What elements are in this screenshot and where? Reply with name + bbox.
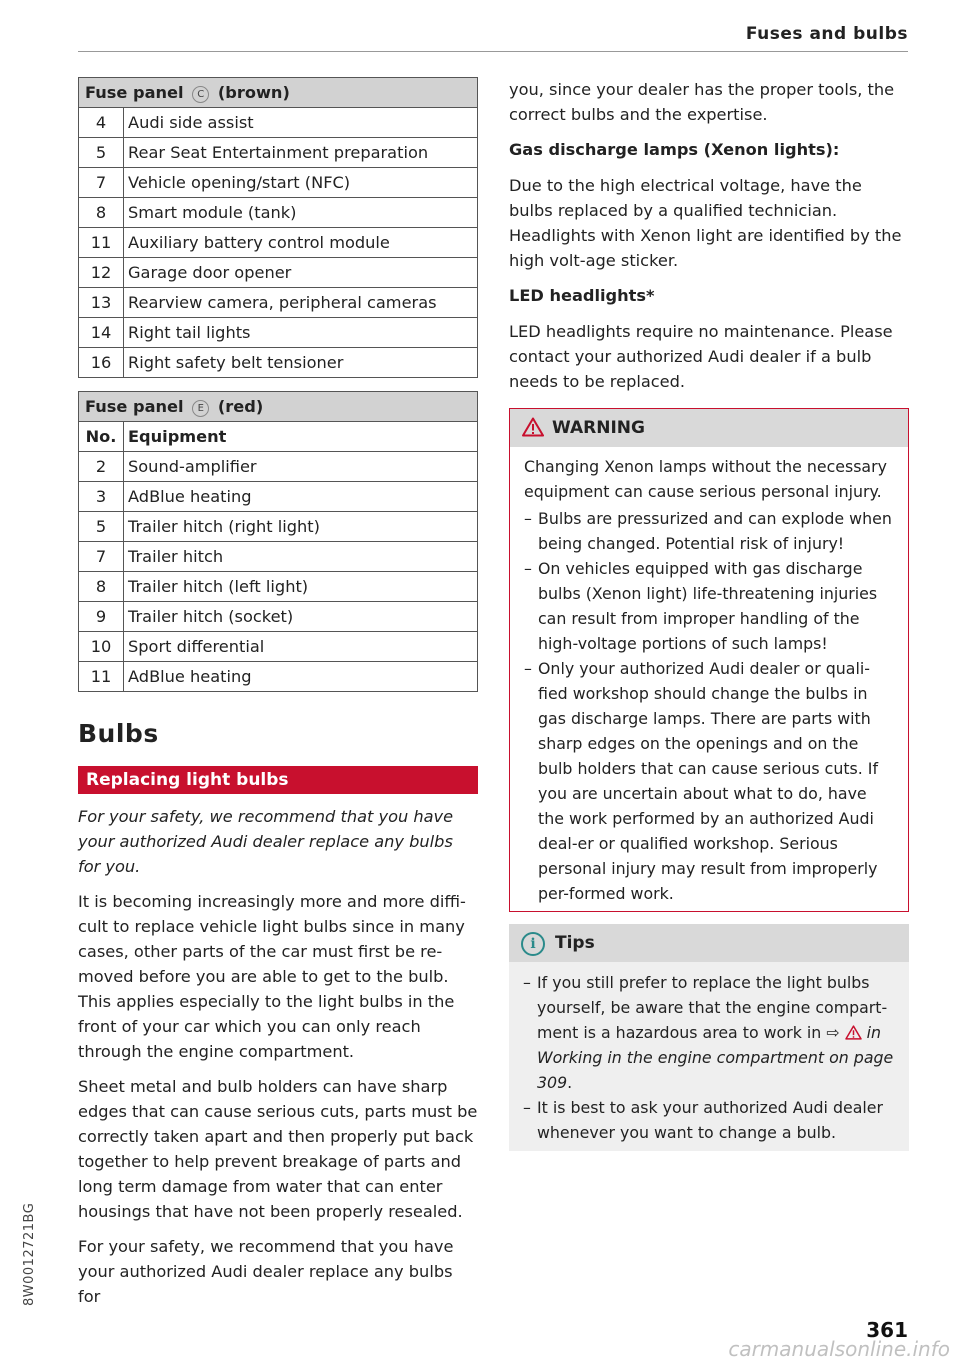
warning-body [510,447,908,911]
column-header-equipment: Equipment [124,422,478,452]
tips-title: Tips [555,933,595,953]
right-column [509,77,909,1151]
subsection-heading-replacing-bulbs: Replacing light bulbs [78,766,478,794]
table-row: 7 Trailer hitch [79,542,478,572]
warning-title: WARNING [552,418,645,438]
table-row: 2 Sound-amplifier [79,452,478,482]
table-row: 5 Trailer hitch (right light) [79,512,478,542]
column-header-no: No. [79,422,124,452]
fuse-table-brown [78,77,478,378]
table-row: 14 Right tail lights [79,318,478,348]
table-row: 8 Smart module (tank) [79,198,478,228]
warning-triangle-icon [522,417,544,437]
circled-letter-e-icon: E [192,400,209,417]
table-row: 16 Right safety belt tensioner [79,348,478,378]
watermark: carmanualsonline.info [728,1337,950,1361]
cross-reference-link[interactable]: in Working in the engine compartment on page 309 [537,1023,894,1092]
warning-box [509,408,909,912]
list-item: – Bulbs are pressurized and can explode when being changed. Potential risk of injury! [524,506,894,556]
warning-list [524,506,894,906]
table-row: 7 Vehicle opening/start (NFC) [79,168,478,198]
table-row: 9 Trailer hitch (socket) [79,602,478,632]
body-paragraph: For your safety, we recommend that you have your authorized Audi dealer replace any bulbs for [78,1237,454,1306]
tips-header [509,924,909,962]
gas-discharge-text: Due to the high electrical voltage, have the bulbs replaced by a qualified technician. Headlights with Xenon light are identified by the high volt-age sticker. [509,176,902,270]
table-row: 8 Trailer hitch (left light) [79,572,478,602]
fuse-table-red [78,391,478,692]
table-row: 11 AdBlue heating [79,662,478,692]
arrow-right-icon: ⇨ [826,1023,840,1042]
list-item: – On vehicles equipped with gas discharge bulbs (Xenon light) life-threatening injuries can result from improper handling of the high-voltage portions of such lamps! [524,556,894,656]
list-item: – Only your authorized Audi dealer or quali-fied workshop should change the bulbs in gas discharge lamps. There are parts with sharp edges on the openings and on the bulb holders that can cause serious cuts. If you are uncertain about what to do, have the work performed by an authorized Audi deal-er or qualified workshop. Serious personal injury may result from improperly per-formed work. [524,656,894,906]
led-headlights-heading: LED headlights* [509,286,655,305]
table-row: 3 AdBlue heating [79,482,478,512]
table-row: 12 Garage door opener [79,258,478,288]
list-item: – If you still prefer to replace the light bulbs yourself, be aware that the engine compart-ment is a hazardous area to work in ⇨ in Working in the engine compartment on page 309. [523,970,895,1095]
table-row: 4 Audi side assist [79,108,478,138]
table-row: 5 Rear Seat Entertainment preparation [79,138,478,168]
document-code: 8W0012721BG [22,1202,37,1306]
body-paragraph-continued: you, since your dealer has the proper tools, the correct bulbs and the expertise. [509,80,895,124]
tips-box [509,924,909,1151]
warning-header [510,409,908,447]
body-paragraph: Sheet metal and bulb holders can have sharp edges that can cause serious cuts, parts must be correctly taken apart and then properly put back together to help prevent breakage of parts and long term damage from water that can enter housings that have not been properly resealed. [78,1077,478,1221]
warning-triangle-icon [845,1025,862,1040]
page-number: 361 [866,1318,908,1342]
section-heading-bulbs: Bulbs [78,719,159,748]
table-row: 11 Auxiliary battery control module [79,228,478,258]
gas-discharge-heading: Gas discharge lamps (Xenon lights): [509,140,840,159]
header-divider [78,51,908,52]
led-headlights-text: LED headlights require no maintenance. Please contact your authorized Audi dealer if a bulb needs to be replaced. [509,322,893,391]
fuse-table-brown-caption: Fuse panel C (brown) [79,78,478,108]
table-header-row [79,422,478,452]
tips-list [523,970,895,1145]
page-header-title: Fuses and bulbs [745,24,908,44]
circled-letter-c-icon: C [192,86,209,103]
table-row: 10 Sport differential [79,632,478,662]
tips-body [509,962,909,1151]
warning-intro: Changing Xenon lamps without the necessary equipment can cause serious personal injury. [524,457,887,501]
intro-paragraph: For your safety, we recommend that you have your authorized Audi dealer replace any bulbs for you. [78,807,454,876]
table-row: 13 Rearview camera, peripheral cameras [79,288,478,318]
info-icon: i [521,932,545,956]
body-paragraph: It is becoming increasingly more and more diffi-cult to replace vehicle light bulbs since in many cases, other parts of the car must first be re-moved before you are able to get to the bulb. This applies especially to the light bulbs in the front of your car which you can only reach through the engine compartment. [78,892,466,1061]
left-column [78,77,478,1319]
fuse-table-red-caption: Fuse panel E (red) [79,392,478,422]
list-item: – It is best to ask your authorized Audi dealer whenever you want to change a bulb. [523,1095,895,1145]
